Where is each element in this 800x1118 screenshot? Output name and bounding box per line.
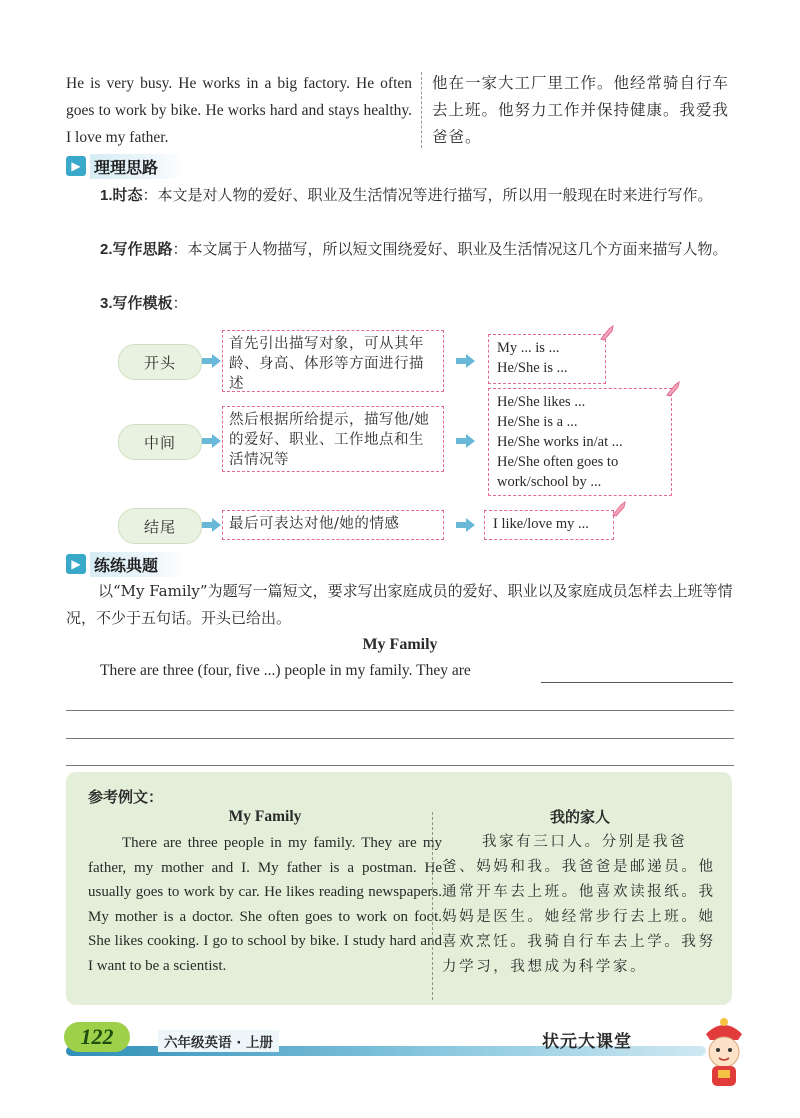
answer-blank[interactable]: [541, 682, 733, 683]
essay-title: My Family: [362, 636, 438, 653]
point-text: ：本文属于人物描写，所以短文围绕爱好、职业及生活情况这几个方面来描写人物。: [172, 240, 728, 258]
reference-english-title: My Family: [228, 808, 302, 825]
phrase: He/She is a ...: [497, 414, 578, 430]
pin-icon: [598, 324, 616, 342]
point-text: ：: [172, 294, 188, 312]
top-divider: [421, 72, 422, 148]
point-label: 1.时态: [100, 187, 143, 204]
desc-box-middle: 然后根据所给提示，描写他/她的爱好、职业、工作地点和生活情况等: [222, 406, 444, 472]
phrase-box-ending: [484, 510, 614, 540]
mascot-icon: [694, 1016, 754, 1092]
pill-opening: 开头: [118, 344, 202, 380]
answer-line[interactable]: [66, 710, 734, 711]
arrow-icon: [202, 434, 220, 448]
brand-name: 状元大课堂: [542, 1032, 632, 1052]
arrow-icon: [456, 518, 474, 532]
page-number: 122: [64, 1022, 130, 1052]
point-label: 3.写作模板: [100, 295, 173, 312]
top-english-text: He is very busy. He works in a big factory. He often goes to work by bike. He works hard and stays healthy. I love my father.: [66, 75, 412, 146]
pin-icon: [610, 500, 628, 518]
arrow-icon: [202, 354, 220, 368]
essay-first-line: There are three (four, five ...) people in my family. They are: [100, 662, 471, 679]
book-title: 六年级英语 · 上册: [158, 1030, 279, 1052]
triangle-icon: ▶: [66, 156, 86, 176]
reference-chinese-title: 我的家人: [549, 808, 610, 826]
triangle-icon: ▶: [66, 554, 86, 574]
arrow-icon: [456, 434, 474, 448]
phrase: He/She works in/at ...: [497, 434, 623, 450]
reference-label: 参考例文：: [88, 788, 164, 806]
reference-chinese-text: 我家有三口人。分别是我爸爸、妈妈和我。我爸爸是邮递员。他通常开车去上班。他喜欢读报纸。我妈妈是医生。她经常步行去上班。她喜欢烹饪。我骑自行车去上学。我努力学习，我想成为科学家。: [442, 834, 716, 975]
point-label: 2.写作思路: [100, 241, 173, 258]
phrase-box-opening: [488, 334, 606, 384]
reference-divider: [432, 812, 433, 1000]
arrow-icon: [202, 518, 220, 532]
point-template: [66, 290, 736, 317]
section-header-practice: [66, 552, 184, 576]
section-header-thinking: [66, 154, 184, 178]
point-tense: [66, 182, 736, 209]
section-title: 练练典题: [90, 552, 184, 577]
top-chinese-text: 他在一家大工厂里工作。他经常骑自行车去上班。他努力工作并保持健康。我爱我爸爸。: [432, 74, 730, 146]
phrase-box-middle: [488, 388, 672, 496]
phrase: He/She likes ...: [497, 394, 586, 410]
answer-line[interactable]: [66, 765, 734, 766]
phrase: My ... is ...: [497, 340, 560, 356]
reference-essay-box: [66, 772, 732, 1005]
pill-middle: 中间: [118, 424, 202, 460]
phrase: work/school by ...: [497, 474, 602, 490]
desc-box-opening: 首先引出描写对象，可从其年龄、身高、体形等方面进行描述: [222, 330, 444, 392]
arrow-icon: [456, 354, 474, 368]
phrase: I like/love my ...: [493, 516, 589, 532]
desc-box-ending: 最后可表达对他/她的情感: [222, 510, 444, 540]
answer-line[interactable]: [66, 738, 734, 739]
pill-ending: 结尾: [118, 508, 202, 544]
reference-english-text: There are three people in my family. They are my father, my mother and I. My father is a postman. He usually goes to work by car. He likes reading newspapers. My mother is a doctor. She often goes to work on foot. She likes cooking. I go to school by bike. I study hard and I want to be a scientist.: [88, 835, 442, 974]
pin-icon: [664, 380, 682, 398]
section-title: 理理思路: [90, 154, 184, 179]
writing-template-diagram: [104, 322, 694, 550]
phrase: He/She often goes to: [497, 454, 619, 470]
point-text: ：本文是对人物的爱好、职业及生活情况等进行描写，所以用一般现在时来进行写作。: [142, 186, 713, 204]
task-prompt: 以“My Family”为题写一篇短文，要求写出家庭成员的爱好、职业以及家庭成员怎样去上班等情况，不少于五句话。开头已给出。: [66, 582, 733, 627]
point-writing-idea: [66, 236, 736, 263]
phrase: He/She is ...: [497, 360, 568, 376]
